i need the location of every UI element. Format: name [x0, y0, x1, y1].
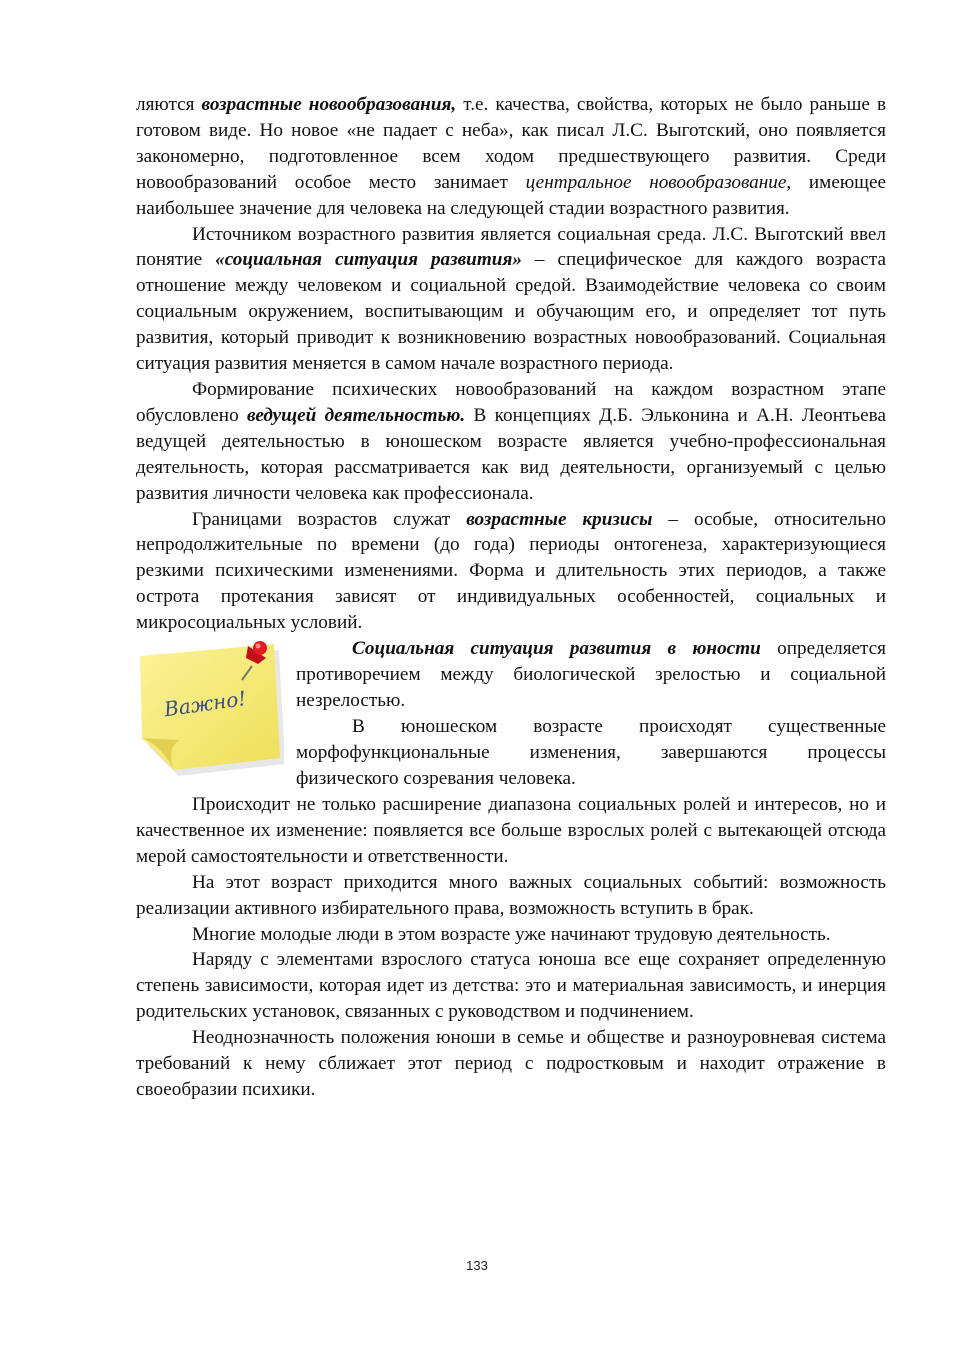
text-run: Формирование психических новообразований на каждом возрастном этапе обусловлено: [136, 378, 886, 426]
text-run: В концепциях Д.Б. Эльконина и А.Н. Леонтьева ведущей деятельностью в юношеском возрасте является учебно-профессиональная деятельность, которая рассматривается как вид деятельности, организуемый с целью развития личности человека как профессионала.: [136, 404, 886, 504]
paragraph-9: Многие молодые люди в этом возрасте уже начинают трудовую деятельность.: [192, 923, 831, 945]
term-bold-italic: Социальная ситуация развития в юности: [352, 638, 761, 660]
page-number: 133: [466, 1258, 488, 1273]
text-run: – особые, относительно непродолжительные по времени (до года) периоды онтогенеза, характеризующиеся резкими психическими изменениями. Форма и длительность этих периодов, а также острота протекания зависят от индивидуальных особенностей, социальных и микросоциальных условий.: [136, 508, 886, 634]
paragraph-7: Происходит не только расширение диапазона социальных ролей и интересов, но и качественное их изменение: появляется все больше взрослых ролей с вытекающей отсюда мерой самостоятельности и ответственности.: [136, 794, 886, 867]
paragraph-8: На этот возраст приходится много важных социальных событий: возможность реализации активного избирательного права, возможность вступить в брак.: [136, 871, 886, 919]
text-run: – специфическое для каждого возраста отношение между человеком и социальной средой. Взаимодействие человека со своим социальным окружением, воспитывающим и обучающим его, и определяет тот путь развития, который приводит к возникновению возрастных новообразований. Социальная ситуация развития меняется в самом начале возрастного периода.: [136, 249, 886, 375]
text-run: , имеющее наибольшее значение для человека на следующей стадии возрастного развития.: [136, 171, 886, 219]
paragraph-11: Неоднозначность положения юноши в семье и обществе и разноуровневая система требований к нему сближает этот период с подростковым и находит отражение в своеобразии психики.: [136, 1027, 886, 1100]
page-body: [136, 92, 886, 1103]
text-run: Источником возрастного развития является социальная среда. Л.С. Выготский ввел понятие: [136, 223, 886, 271]
important-note-block: [136, 636, 886, 792]
paragraph-1: [136, 92, 886, 222]
sticky-note-icon: [136, 636, 284, 776]
note-label: Важно!: [162, 686, 248, 722]
term-italic: центральное новообразование: [525, 171, 787, 193]
term-bold-italic: «социальная ситуация развития»: [215, 249, 522, 271]
term-bold-italic: возрастные кризисы: [466, 508, 653, 530]
paragraph-2: [136, 222, 886, 377]
text-run: определяется противоречием между биологической зрелостью и социальной незрелостью.: [296, 638, 886, 711]
term-bold-italic: возрастные новообразования,: [201, 94, 457, 115]
paragraph-10: Наряду с элементами взрослого статуса юноша все еще сохраняет определенную степень зависимости, которая идет из детства: это и материальная зависимость, и инерция родительских установок, связанных с руководством и подчинением.: [136, 949, 886, 1023]
note-text: [296, 636, 886, 791]
paragraph-5: [296, 636, 886, 714]
text-run: т.е. качества, свойства, которых не было раньше в готовом виде. Но новое «не падает с неба», как писал Л.С. Выготский, оно появляется закономерно, подготовленное всем ходом предшествующего развития. Среди новообразований особое место занимает: [136, 94, 887, 193]
paragraph-6: В юношеском возрасте происходят существенные морфофункциональные изменения, завершаются процессы физического созревания человека.: [296, 715, 886, 789]
paragraph-3: [136, 377, 886, 507]
term-bold-italic: ведущей деятельностью.: [247, 404, 466, 426]
paragraph-4: [136, 507, 886, 637]
text-run: Границами возрастов служат: [192, 508, 467, 530]
text-run: ляются: [136, 94, 202, 115]
